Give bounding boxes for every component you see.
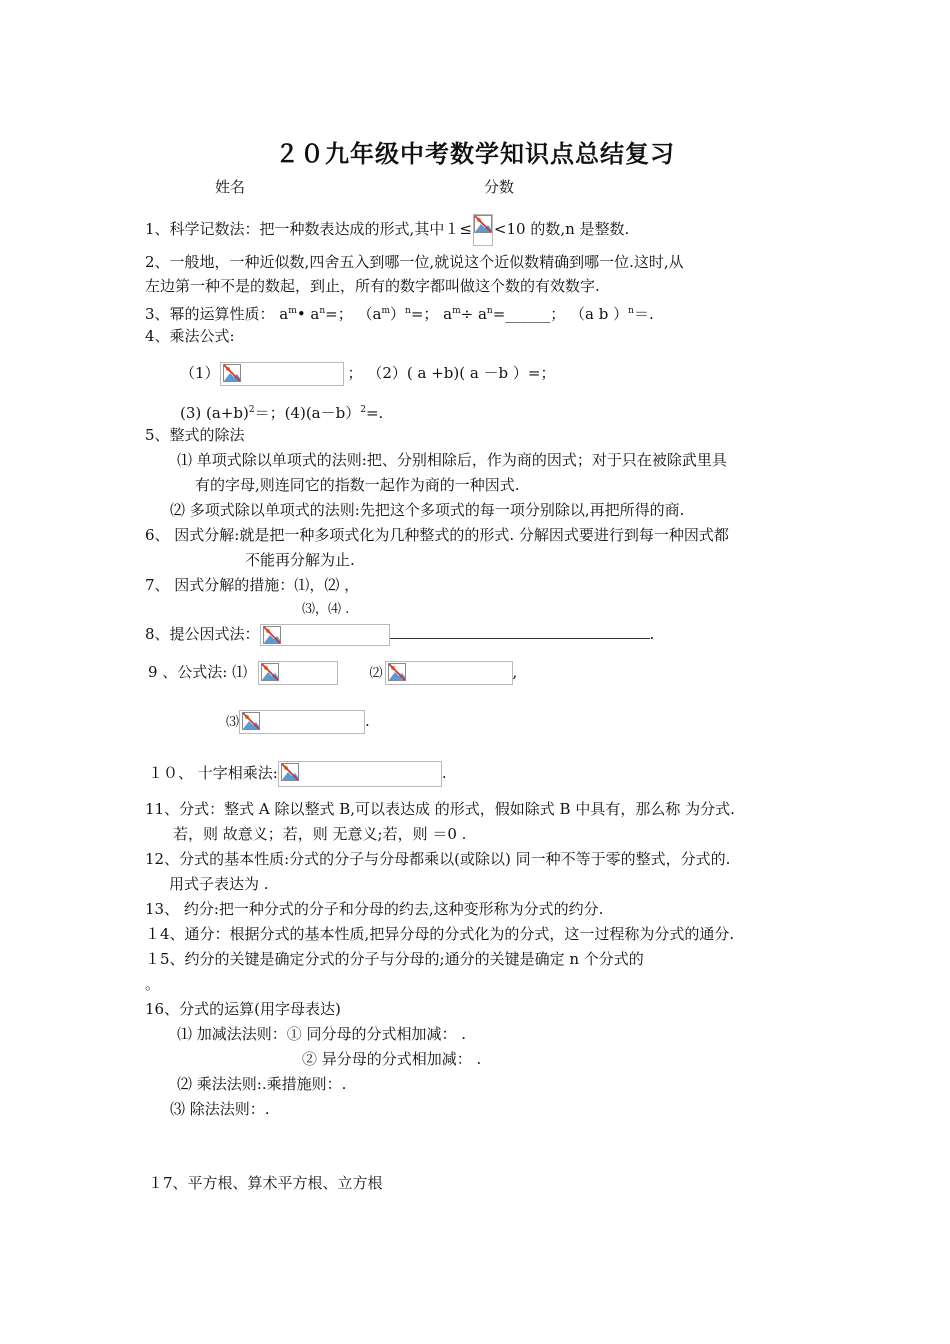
item-3-text: ÷ a: [460, 305, 487, 323]
formula-image: [473, 214, 493, 246]
formula-text: ＝；(4)(a－b）: [254, 404, 361, 422]
item-16-rule-2: ⑵ 乘法法则:.乘措施则：.: [177, 1075, 347, 1093]
item-3-text: ）: [390, 305, 406, 323]
item-1: [145, 214, 629, 246]
item-3: [145, 301, 654, 324]
item-11-line-1: 11、分式：整式 A 除以整式 B,可以表达成 的形式，假如除式 B 中具有，那么称 为分式.: [145, 800, 735, 818]
item-1-text-a: 1、科学记数法：把一种数表达成的形式,其中１≤: [145, 220, 472, 238]
item-5-rule-2: ⑵ 多项式除以单项式的法则:先把这个多项式的每一项分别除以,再把所得的商.: [170, 501, 685, 519]
item-16-rule-1b: ② 异分母的分式相加减： .: [302, 1050, 482, 1068]
item-6-line-1: 6、 因式分解:就是把一种多项式化为几种整式的的形式. 分解因式要进行到每一种因式都: [145, 526, 729, 544]
exponent: m: [452, 306, 461, 316]
item-3-text: • a: [296, 305, 320, 323]
item-3-text: =； （a: [325, 305, 382, 323]
item-7-line-1: 7、 因式分解的措施：⑴，⑵ ，: [145, 576, 360, 594]
item-16-rule-1: ⑴ 加减法法则：① 同分母的分式相加减： .: [177, 1025, 467, 1043]
item-7-line-2: ⑶，⑷ .: [302, 602, 350, 617]
item-16: 16、分式的运算(用字母表达): [145, 1000, 341, 1018]
exponent: 2: [248, 405, 255, 415]
item-9-label-2: ⑵: [369, 666, 383, 681]
item-9-end: ,: [512, 663, 518, 681]
broken-image-icon: [474, 215, 492, 233]
item-5-rule-1-line-1: ⑴ 单项式除以单项式的法则:把、分别相除后，作为商的因式；对于只在被除武里具: [177, 451, 727, 469]
item-9: [148, 661, 517, 685]
item-1-text-b: <10 的数,n 是整数.: [493, 220, 630, 238]
broken-image-icon: [223, 364, 241, 382]
item-10-end: .: [441, 764, 447, 782]
item-3-text: =； a: [410, 305, 453, 323]
item-16-rule-3: ⑶ 除法法则：.: [170, 1100, 270, 1118]
item-3-text: ＝.: [633, 305, 654, 323]
formula-image: [260, 624, 390, 646]
exponent: 2: [360, 405, 366, 415]
item-8: [145, 624, 654, 646]
item-2-line-1: 2、一般地，一种近似数,四舍五入到哪一位,就说这个近似数精确到哪一位.这时,从: [145, 253, 684, 271]
formula-text: ； （2）( a +b)( a －b ）=；: [347, 364, 556, 382]
name-label: 姓名: [215, 178, 246, 196]
exponent: m: [288, 306, 297, 316]
broken-image-icon: [263, 626, 281, 644]
exponent: n: [628, 306, 634, 316]
broken-image-icon: [242, 712, 260, 730]
item-12-line-2: 用式子表达为 .: [169, 875, 269, 893]
formula-image: [385, 661, 513, 685]
item-15-line-2: 。: [145, 975, 161, 993]
item-9-formula-3: [226, 710, 370, 734]
formula-text: (3) (a+b): [180, 404, 249, 422]
item-8-end: .: [649, 625, 655, 643]
item-9-text: 9 、公式法: ⑴: [148, 663, 248, 681]
item-12-line-1: 12、分式的基本性质:分式的分子与分母都乘以(或除以) 同一种不等于零的整式，分式的.: [145, 850, 731, 868]
item-8-text: 8、提公因式法：: [145, 625, 260, 643]
item-13: 13、 约分:把一种分式的分子和分母的约去,这种变形称为分式的约分.: [145, 900, 604, 918]
item-5: 5、整式的除法: [145, 426, 245, 444]
item-14: １4、通分：根据分式的基本性质,把异分母的分式化为的分式，这一过程称为分式的通分.: [145, 925, 735, 943]
item-9-label-3: ⑶: [226, 715, 240, 730]
broken-image-icon: [388, 663, 406, 681]
item-3-text: 3、幂的运算性质： a: [145, 305, 289, 323]
formula-image: [258, 661, 338, 685]
exponent: n: [405, 306, 411, 316]
item-6-line-2: 不能再分解为止.: [245, 551, 355, 569]
formula-image: [278, 761, 442, 787]
item-10: [148, 761, 447, 787]
formula-image: [239, 710, 365, 734]
item-4-formula-1: [180, 362, 555, 386]
item-15-line-1: １5、约分的关键是确定分式的分子与分母的;通分的关键是确定 n 个分式的: [145, 950, 644, 968]
item-10-text: １０、 十字相乘法:: [148, 764, 278, 782]
item-9-end: .: [365, 712, 370, 730]
formula-label: （1）: [180, 364, 220, 382]
exponent: n: [319, 306, 326, 316]
item-3-text: =______； （a b ）: [492, 305, 629, 323]
item-17: １7、平方根、算术平方根、立方根: [148, 1174, 383, 1192]
formula-text: =.: [365, 404, 384, 422]
item-2-line-2: 左边第一种不是的数起，到止，所有的数字都叫做这个数的有效数字.: [145, 277, 600, 295]
exponent: m: [381, 306, 390, 316]
score-label: 分数: [484, 178, 515, 196]
answer-blank: [390, 624, 650, 639]
broken-image-icon: [261, 663, 279, 681]
item-4: 4、乘法公式:: [145, 327, 235, 345]
formula-image: [220, 362, 344, 386]
exponent: n: [486, 306, 493, 316]
document-title: ２０九年级中考数学知识点总结复习: [275, 140, 675, 168]
broken-image-icon: [281, 763, 299, 781]
item-5-rule-1-line-2: 有的字母,则连同它的指数一起作为商的一种因式.: [195, 476, 520, 494]
item-4-formula-2: [180, 400, 383, 423]
item-11-line-2: 若，则 故意义；若，则 无意义;若，则 ＝0 .: [173, 825, 467, 843]
